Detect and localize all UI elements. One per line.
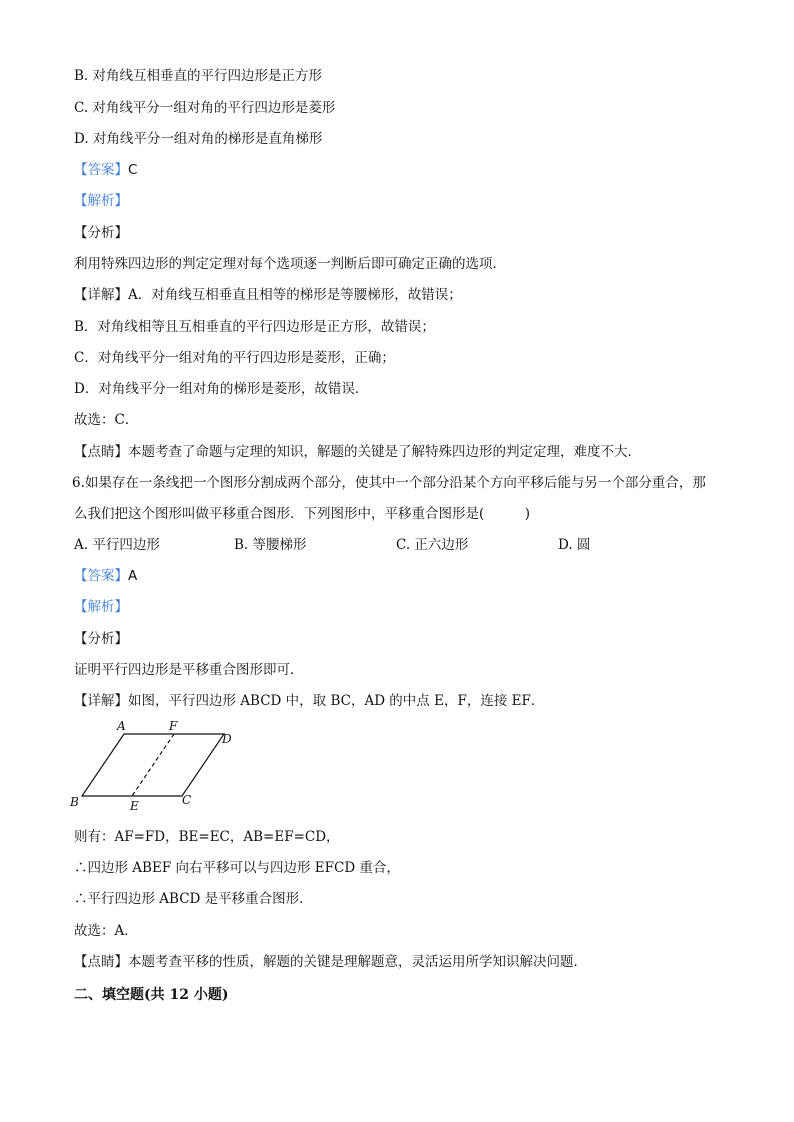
dianjing-tag: 【点睛】 [74,954,128,970]
dianjing-text: 本题考查了命题与定理的知识，解题的关键是了解特殊四边形的判定定理，难度不大． [128,444,641,460]
segment-ef [132,734,174,796]
xiangjie-line [74,692,544,710]
parallelogram-figure [64,716,244,816]
q5-answer-line [74,161,137,179]
xiangjie-d: D．对角线平分一组对角的梯形是菱形，故错误． [74,381,369,397]
xiangjie-a: A．对角线互相垂直且相等的梯形是等腰梯形，故错误； [128,287,462,303]
label-b: B [70,795,79,809]
zeyou-line: 则有：AF=FD，BE=EC，AB=EF=CD， [74,829,340,845]
q6-option-a: A. 平行四边形 [74,537,160,553]
q5-option-b: B. 对角线互相垂直的平行四边形是正方形 [74,68,323,84]
dianjing-line [74,443,641,461]
q6-stem-line1: 6.如果存在一条线把一个图形分割成两个部分，使其中一个部分沿某个方向平移后能与另一个部分重合，那 [72,475,706,491]
choose-line: 故选：C． [74,412,139,428]
therefore-line-1: ∴四边形 ABEF 向右平移可以与四边形 EFCD 重合， [74,860,400,876]
jiexi-tag: 【解析】 [74,193,128,209]
dianjing-text: 本题考查平移的性质，解题的关键是理解题意，灵活运用所学知识解决问题． [128,954,587,970]
label-a: A [117,719,126,733]
xiangjie-tag: 【详解】 [74,693,128,709]
dianjing-line [74,953,587,971]
section-title: 二、填空题(共 12 小题) [74,987,229,1003]
jiexi-tag: 【解析】 [74,599,128,615]
label-e: E [130,799,139,813]
choose-line: 故选：A． [74,923,138,939]
therefore-line-2: ∴平行四边形 ABCD 是平移重合图形． [74,891,313,907]
q6-answer-line [74,567,137,585]
label-d: D [222,732,232,746]
fenxi-text: 利用特殊四边形的判定定理对每个选项逐一判断后即可确定正确的选项． [74,256,506,272]
answer-value: C [128,162,138,178]
xiangjie-c: C．对角线平分一组对角的平行四边形是菱形，正确； [74,350,395,366]
xiangjie-line [74,286,462,304]
q6-stem-line2: 么我们把这个图形叫做平移重合图形．下列图形中，平移重合图形是( ) [74,506,531,522]
q5-option-c: C. 对角线平分一组对角的平行四边形是菱形 [74,100,336,116]
answer-value: A [128,568,138,584]
label-f: F [169,719,178,733]
q6-option-d: D. 圆 [558,537,591,553]
xiangjie-tag: 【详解】 [74,287,128,303]
dianjing-tag: 【点睛】 [74,444,128,460]
fenxi-tag: 【分析】 [74,631,128,647]
fenxi-text: 证明平行四边形是平移重合图形即可． [74,662,304,678]
answer-tag: 【答案】 [74,162,128,178]
answer-tag: 【答案】 [74,568,128,584]
xiangjie-b: B．对角线相等且互相垂直的平行四边形是正方形，故错误； [74,319,435,335]
fenxi-tag: 【分析】 [74,225,128,241]
q5-option-d: D. 对角线平分一组对角的梯形是直角梯形 [74,131,323,147]
label-c: C [182,793,192,807]
xiangjie-text: 如图，平行四边形 ABCD 中，取 BC，AD 的中点 E，F，连接 EF． [128,693,545,709]
q6-option-c: C. 正六边形 [396,537,469,553]
q6-option-b: B. 等腰梯形 [234,537,307,553]
